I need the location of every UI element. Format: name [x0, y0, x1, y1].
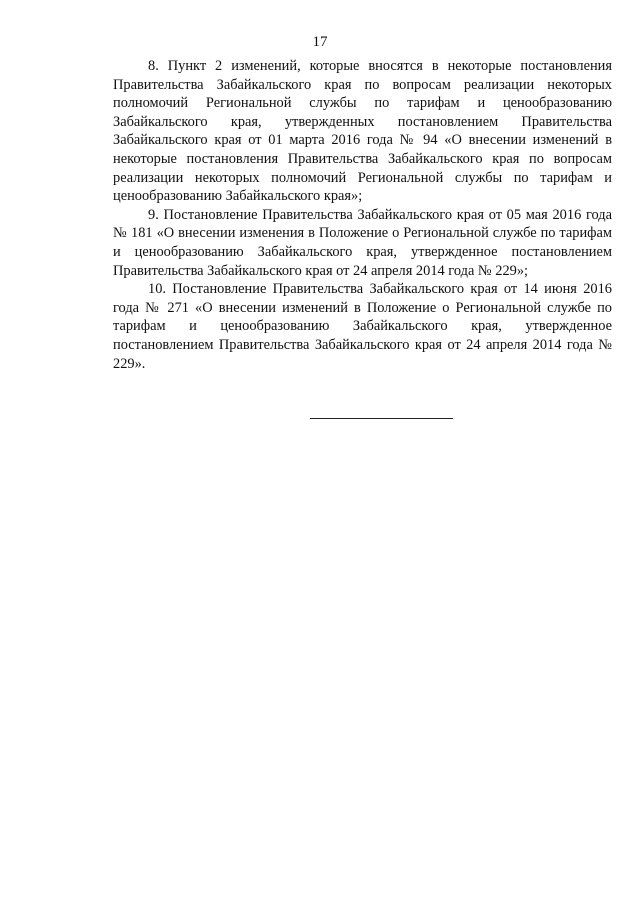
- document-body: [113, 57, 612, 373]
- page-number: 17: [312, 34, 328, 50]
- paragraph-item-10: 10. Постановление Правительства Забайкальского края от 14 июня 2016 года № 271 «О внесении изменений в Положение о Региональной службе по тарифам и ценообразованию Забайкальского края, утвержденное постановлением Правительства Забайкальского края от 24 апреля 2014 года № 229».: [113, 281, 612, 372]
- paragraph-item-8: 8. Пункт 2 изменений, которые вносятся в некоторые постановления Правительства Забайкальского края по вопросам реализации некоторых полномочий Региональной службы по тарифам и ценообразованию Забайкальского края, утвержденных постановлением Правительства Забайкальского края от 01 марта 2016 года № 94 «О внесении изменений в некоторые постановления Правительства Забайкальского края по вопросам реализации некоторых полномочий Региональной службы по тарифам и ценообразованию Забайкальского края»;: [113, 58, 612, 205]
- paragraph-item-9: 9. Постановление Правительства Забайкальского края от 05 мая 2016 года № 181 «О внесении изменения в Положение о Региональной службе по тарифам и ценообразованию Забайкальского края, утвержденное постановлением Правительства Забайкальского края от 24 апреля 2014 года № 229»;: [113, 206, 612, 279]
- end-of-document-divider: [310, 418, 453, 419]
